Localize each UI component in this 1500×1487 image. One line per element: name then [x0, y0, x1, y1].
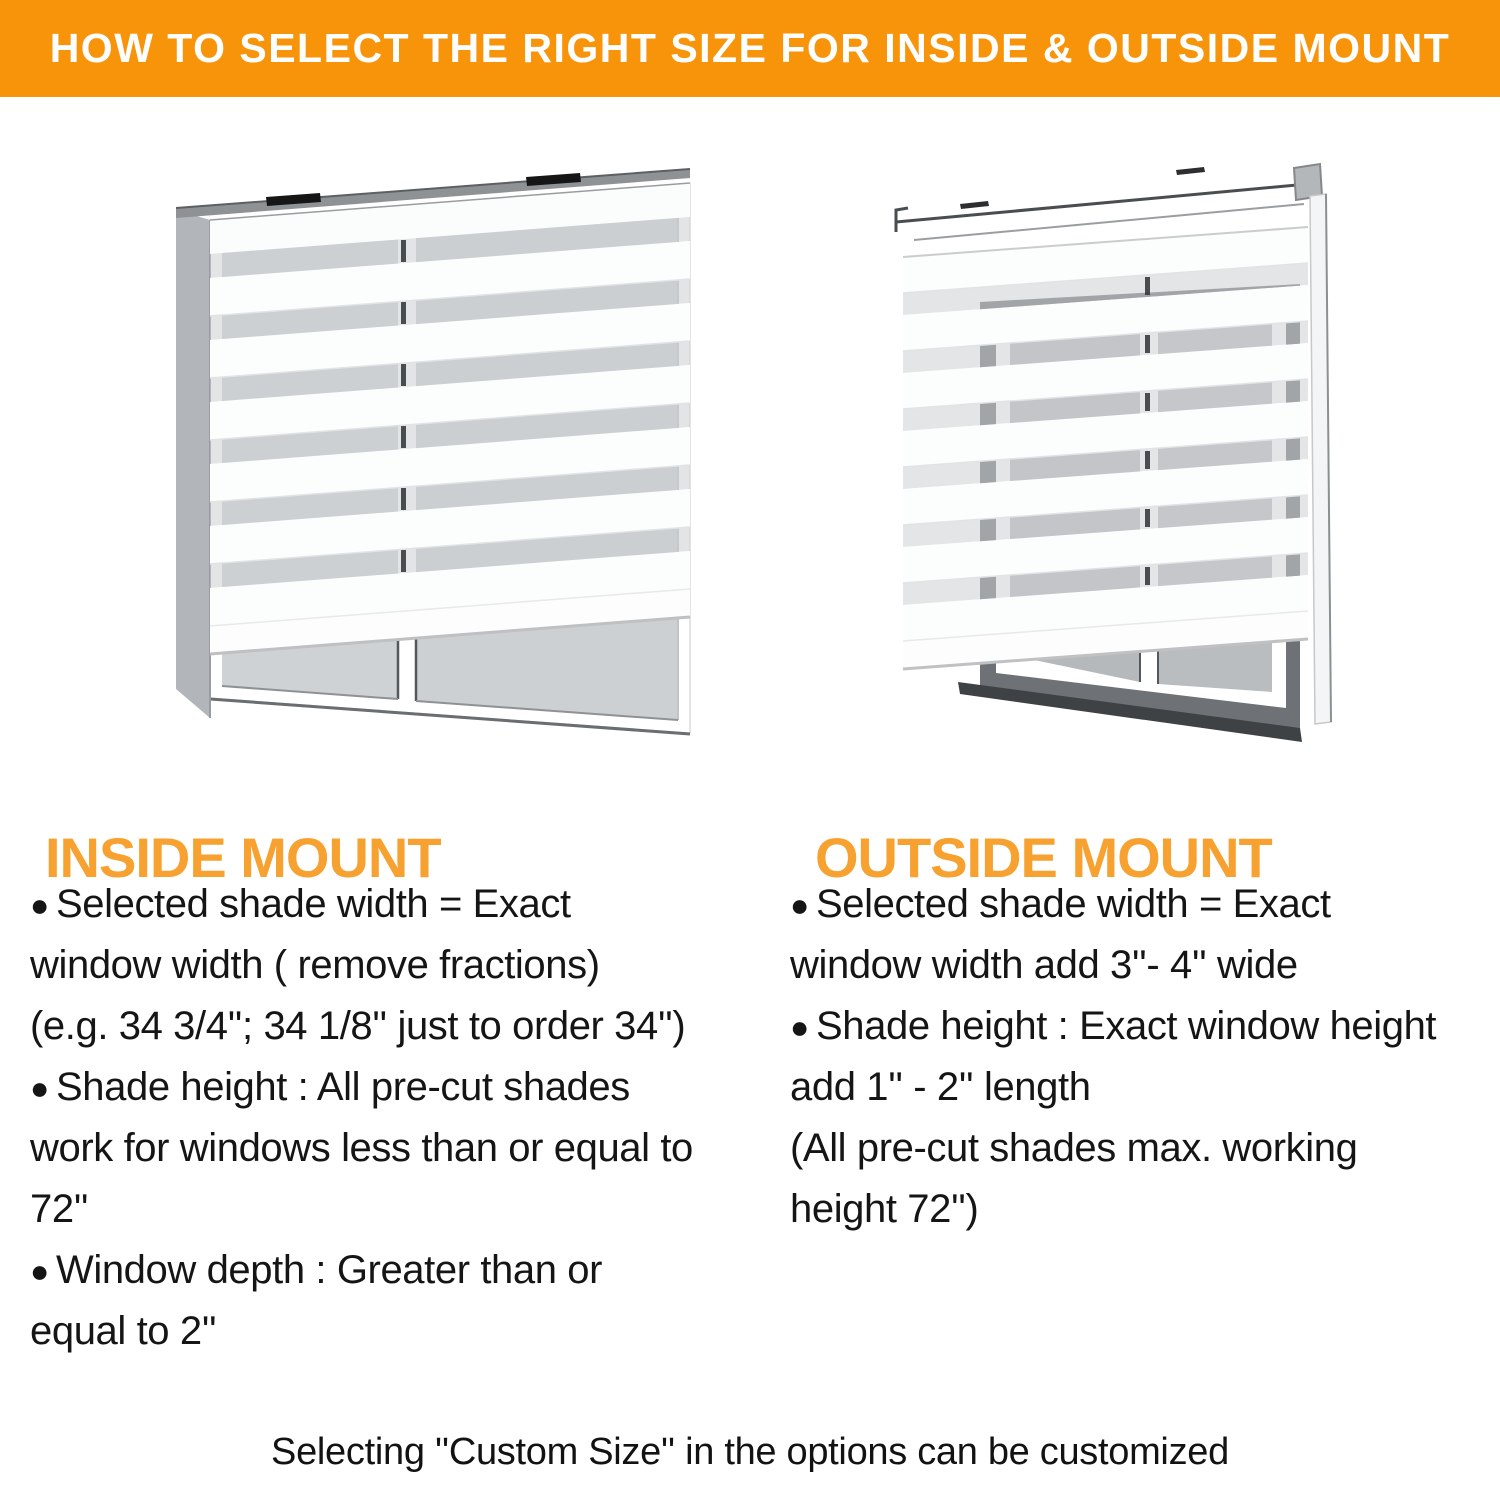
bullet-line: [30, 874, 770, 935]
page-title: HOW TO SELECT THE RIGHT SIZE FOR INSIDE & OUTSIDE MOUNT: [49, 25, 1451, 71]
bullet-line: [790, 1057, 1500, 1118]
line-text: equal to 2'': [30, 1309, 217, 1353]
line-text: Shade height : All pre-cut shades: [56, 1065, 630, 1109]
line-text: height 72''): [790, 1187, 979, 1231]
line-text: window width ( remove fractions): [30, 943, 600, 987]
bullet-dot: ●: [790, 1009, 809, 1045]
line-text: Shade height : Exact window height: [816, 1004, 1437, 1048]
line-text: Window depth : Greater than or: [56, 1248, 603, 1292]
outside-mount-heading: OUTSIDE MOUNT: [815, 826, 1272, 890]
bullet-line: [30, 1240, 770, 1301]
line-text: (All pre-cut shades max. working: [790, 1126, 1358, 1170]
window-jamb: [176, 210, 210, 718]
outside-mount-illustration: [888, 142, 1338, 757]
bullet-line: [30, 1057, 770, 1118]
zebra-blind: [903, 227, 1308, 669]
line-text: work for windows less than or equal to: [30, 1126, 693, 1170]
zebra-blind: [210, 183, 690, 654]
line-text: add 1'' - 2'' length: [790, 1065, 1091, 1109]
bullet-line: [790, 996, 1500, 1057]
bullet-dot: ●: [790, 887, 809, 923]
bullet-line: [30, 996, 770, 1057]
side-channel: [1310, 194, 1331, 724]
line-text: window width add 3''- 4'' wide: [790, 943, 1298, 987]
line-text: Selected shade width = Exact: [816, 882, 1331, 926]
custom-size-note: Selecting ''Custom Size'' in the options can be customized: [271, 1431, 1229, 1473]
bullet-line: [30, 1118, 770, 1179]
inside-mount-heading: INSIDE MOUNT: [45, 826, 441, 890]
line-text: 72'': [30, 1187, 89, 1231]
bullet-dot: ●: [30, 1070, 49, 1106]
line-text: (e.g. 34 3/4''; 34 1/8'' just to order 34''): [30, 1004, 686, 1048]
outside-mount-instructions: [790, 874, 1500, 1240]
inside-mount-illustration: [168, 158, 693, 753]
bullet-line: [30, 935, 770, 996]
wall-marks: [960, 167, 1205, 209]
bullet-line: [30, 1179, 770, 1240]
bullet-line: [30, 1301, 770, 1362]
bullet-line: [790, 935, 1500, 996]
bullet-dot: ●: [30, 1253, 49, 1289]
bullet-dot: ●: [30, 887, 49, 923]
bullet-line: [790, 874, 1500, 935]
bullet-line: [790, 1179, 1500, 1240]
title-banner: [0, 0, 1500, 97]
inside-mount-instructions: [30, 874, 770, 1362]
bullet-line: [790, 1118, 1500, 1179]
line-text: Selected shade width = Exact: [56, 882, 571, 926]
valance-line: [896, 164, 1322, 240]
